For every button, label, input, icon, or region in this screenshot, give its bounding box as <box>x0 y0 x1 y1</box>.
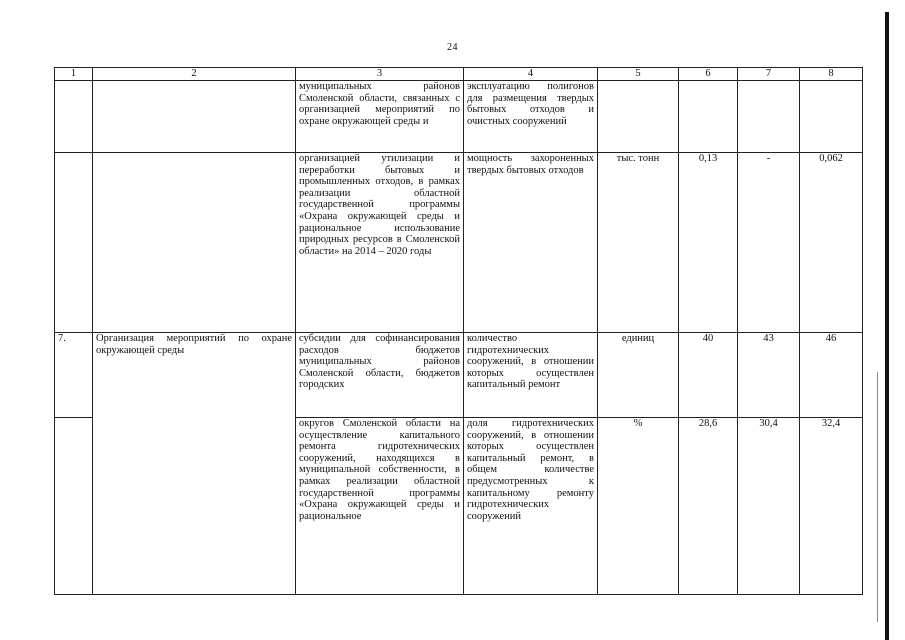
scan-edge-shadow <box>885 12 889 640</box>
indicator-cell: доля гидротехнических сооружений, в отношении которых осуществлен капитальный ремонт, в общем количестве предусмотренных к капитальному ремонту гидротехнических сооружений <box>464 418 598 595</box>
measure-name-cell <box>93 81 296 153</box>
header-cell-2: 2 <box>93 68 296 81</box>
value-cell-8: 46 <box>800 333 863 418</box>
indicator-cell: количество гидротехнических сооружений, в отношении которых осуществлен капитальный ремонт <box>464 333 598 418</box>
table-row <box>55 333 863 418</box>
subsidy-description-cell: субсидии для софинансирования расходов бюджетов муниципальных районов Смоленской области, бюджетов городских <box>296 333 464 418</box>
row-number-cell: 7. <box>55 333 93 418</box>
header-cell-8: 8 <box>800 68 863 81</box>
value-cell-8 <box>800 81 863 153</box>
header-cell-1: 1 <box>55 68 93 81</box>
page-number: 24 <box>447 42 458 53</box>
header-cell-6: 6 <box>679 68 738 81</box>
table-row <box>55 81 863 153</box>
unit-cell <box>598 81 679 153</box>
value-cell-6: 28,6 <box>679 418 738 595</box>
measure-name-cell <box>93 153 296 333</box>
value-cell-6 <box>679 81 738 153</box>
value-cell-7: - <box>738 153 800 333</box>
subsidy-description-cell: организацией утилизации и переработки бытовых и промышленных отходов, в рамках реализации областной государственной программы «Охрана окружающей среды и рациональное использование природных ресурсов в Смоленской области» на 2014 – 2020 годы <box>296 153 464 333</box>
unit-cell: тыс. тонн <box>598 153 679 333</box>
value-cell-6: 40 <box>679 333 738 418</box>
row-number-cell <box>55 418 93 595</box>
table-row <box>55 153 863 333</box>
header-row <box>55 68 863 81</box>
unit-cell: единиц <box>598 333 679 418</box>
subsidy-description-cell: муниципальных районов Смоленской области, связанных с организацией мероприятий по охране окружающей среды и <box>296 81 464 153</box>
header-cell-4: 4 <box>464 68 598 81</box>
unit-cell: % <box>598 418 679 595</box>
subsidy-description-cell: округов Смоленской области на осуществление капитального ремонта гидротехнических сооружений, находящихся в муниципальной собственности, в рамках реализации областной государственной программы «Охрана окружающей среды и рациональное <box>296 418 464 595</box>
header-cell-7: 7 <box>738 68 800 81</box>
indicators-table <box>54 67 863 595</box>
value-cell-7: 43 <box>738 333 800 418</box>
row-number-cell <box>55 81 93 153</box>
value-cell-7 <box>738 81 800 153</box>
row-number-cell <box>55 153 93 333</box>
header-cell-5: 5 <box>598 68 679 81</box>
indicator-cell: эксплуатацию полигонов для размещения твердых бытовых отходов и очистных сооружений <box>464 81 598 153</box>
value-cell-8: 32,4 <box>800 418 863 595</box>
header-cell-3: 3 <box>296 68 464 81</box>
measure-name-cell: Организация мероприятий по охране окружающей среды <box>93 333 296 595</box>
scan-edge-line <box>877 372 878 622</box>
indicator-cell: мощность захороненных твердых бытовых отходов <box>464 153 598 333</box>
value-cell-7: 30,4 <box>738 418 800 595</box>
value-cell-6: 0,13 <box>679 153 738 333</box>
value-cell-8: 0,062 <box>800 153 863 333</box>
